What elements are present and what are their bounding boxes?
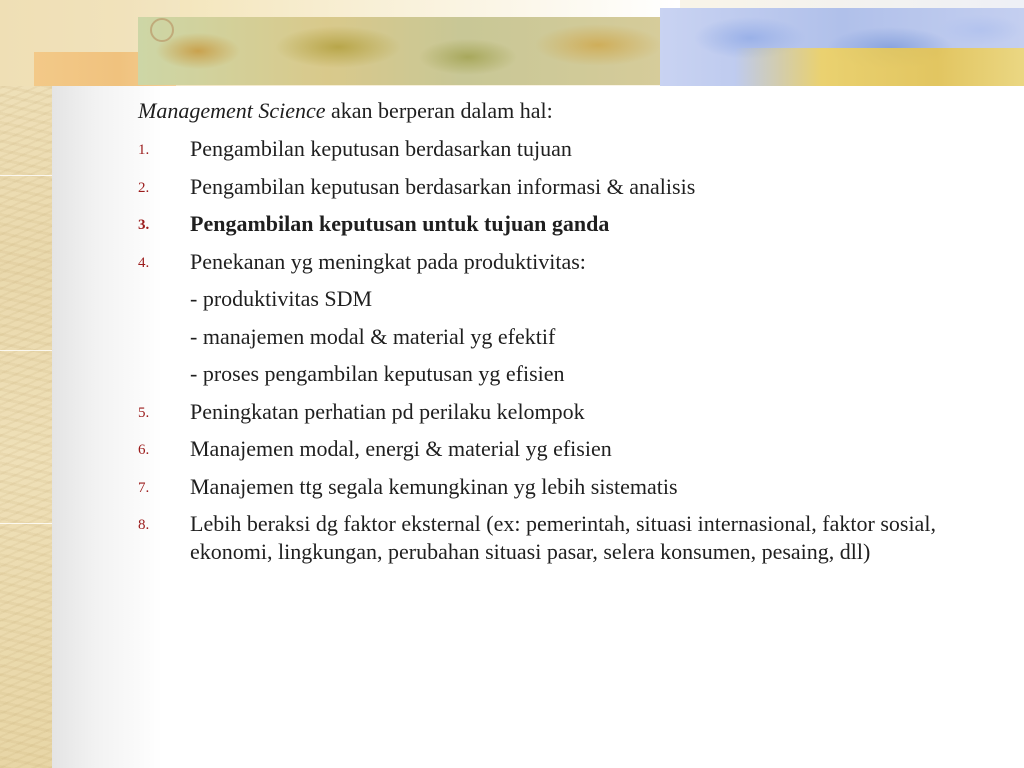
list-text: Peningkatan perhatian pd perilaku kelompok xyxy=(190,398,585,424)
sub-item: - produktivitas SDM xyxy=(190,286,373,311)
strip-seam xyxy=(0,350,52,351)
left-texture-strip xyxy=(0,0,52,768)
intro-italic: Management Science xyxy=(138,98,326,123)
intro-rest: akan berperan dalam hal: xyxy=(325,98,553,123)
list-text: Manajemen ttg segala kemungkinan yg lebih sistematis xyxy=(190,473,678,499)
list-number: 2. xyxy=(138,179,150,196)
list-number: 8. xyxy=(138,517,150,533)
list-number: 4. xyxy=(138,254,150,271)
list-item xyxy=(138,135,1008,163)
leaf-icon xyxy=(150,18,174,42)
list-text: Manajemen modal, energi & material yg efisien xyxy=(190,436,612,461)
intro-line xyxy=(138,97,1008,125)
slide-body xyxy=(138,97,1008,576)
list-item xyxy=(138,248,1008,276)
sub-item: - manajemen modal & material yg efektif xyxy=(190,323,556,349)
list-text: Pengambilan keputusan berdasarkan tujuan xyxy=(190,136,572,161)
list-item xyxy=(138,398,1008,426)
list-number: 1. xyxy=(138,142,150,158)
list-number: 3. xyxy=(138,217,150,233)
strip-seam xyxy=(0,175,52,176)
banner-leaves-image xyxy=(138,17,678,85)
strip-seam xyxy=(0,523,52,524)
list-number: 6. xyxy=(138,442,150,458)
list-item-highlighted xyxy=(138,210,1008,238)
list-number: 7. xyxy=(138,479,150,496)
banner-top-fade xyxy=(180,0,680,17)
list-item xyxy=(138,435,1008,463)
list-text: Pengambilan keputusan berdasarkan informasi & analisis xyxy=(190,173,696,199)
sub-item: - proses pengambilan keputusan yg efisien xyxy=(190,361,565,386)
list-text: Penekanan yg meningkat pada produktivitas: xyxy=(190,248,586,274)
list-number: 5. xyxy=(138,404,150,421)
list-item xyxy=(138,473,1008,501)
list-item xyxy=(138,510,1008,566)
list-text: Pengambilan keputusan untuk tujuan ganda xyxy=(190,211,610,236)
list-item xyxy=(138,173,1008,201)
list-text: Lebih beraksi dg faktor eksternal (ex: pemerintah, situasi internasional, faktor sosial, ekonomi, lingkungan, perubahan situasi pasar, selera konsumen, pesaing, dll) xyxy=(190,511,936,564)
banner-gold-accent xyxy=(735,48,1024,86)
